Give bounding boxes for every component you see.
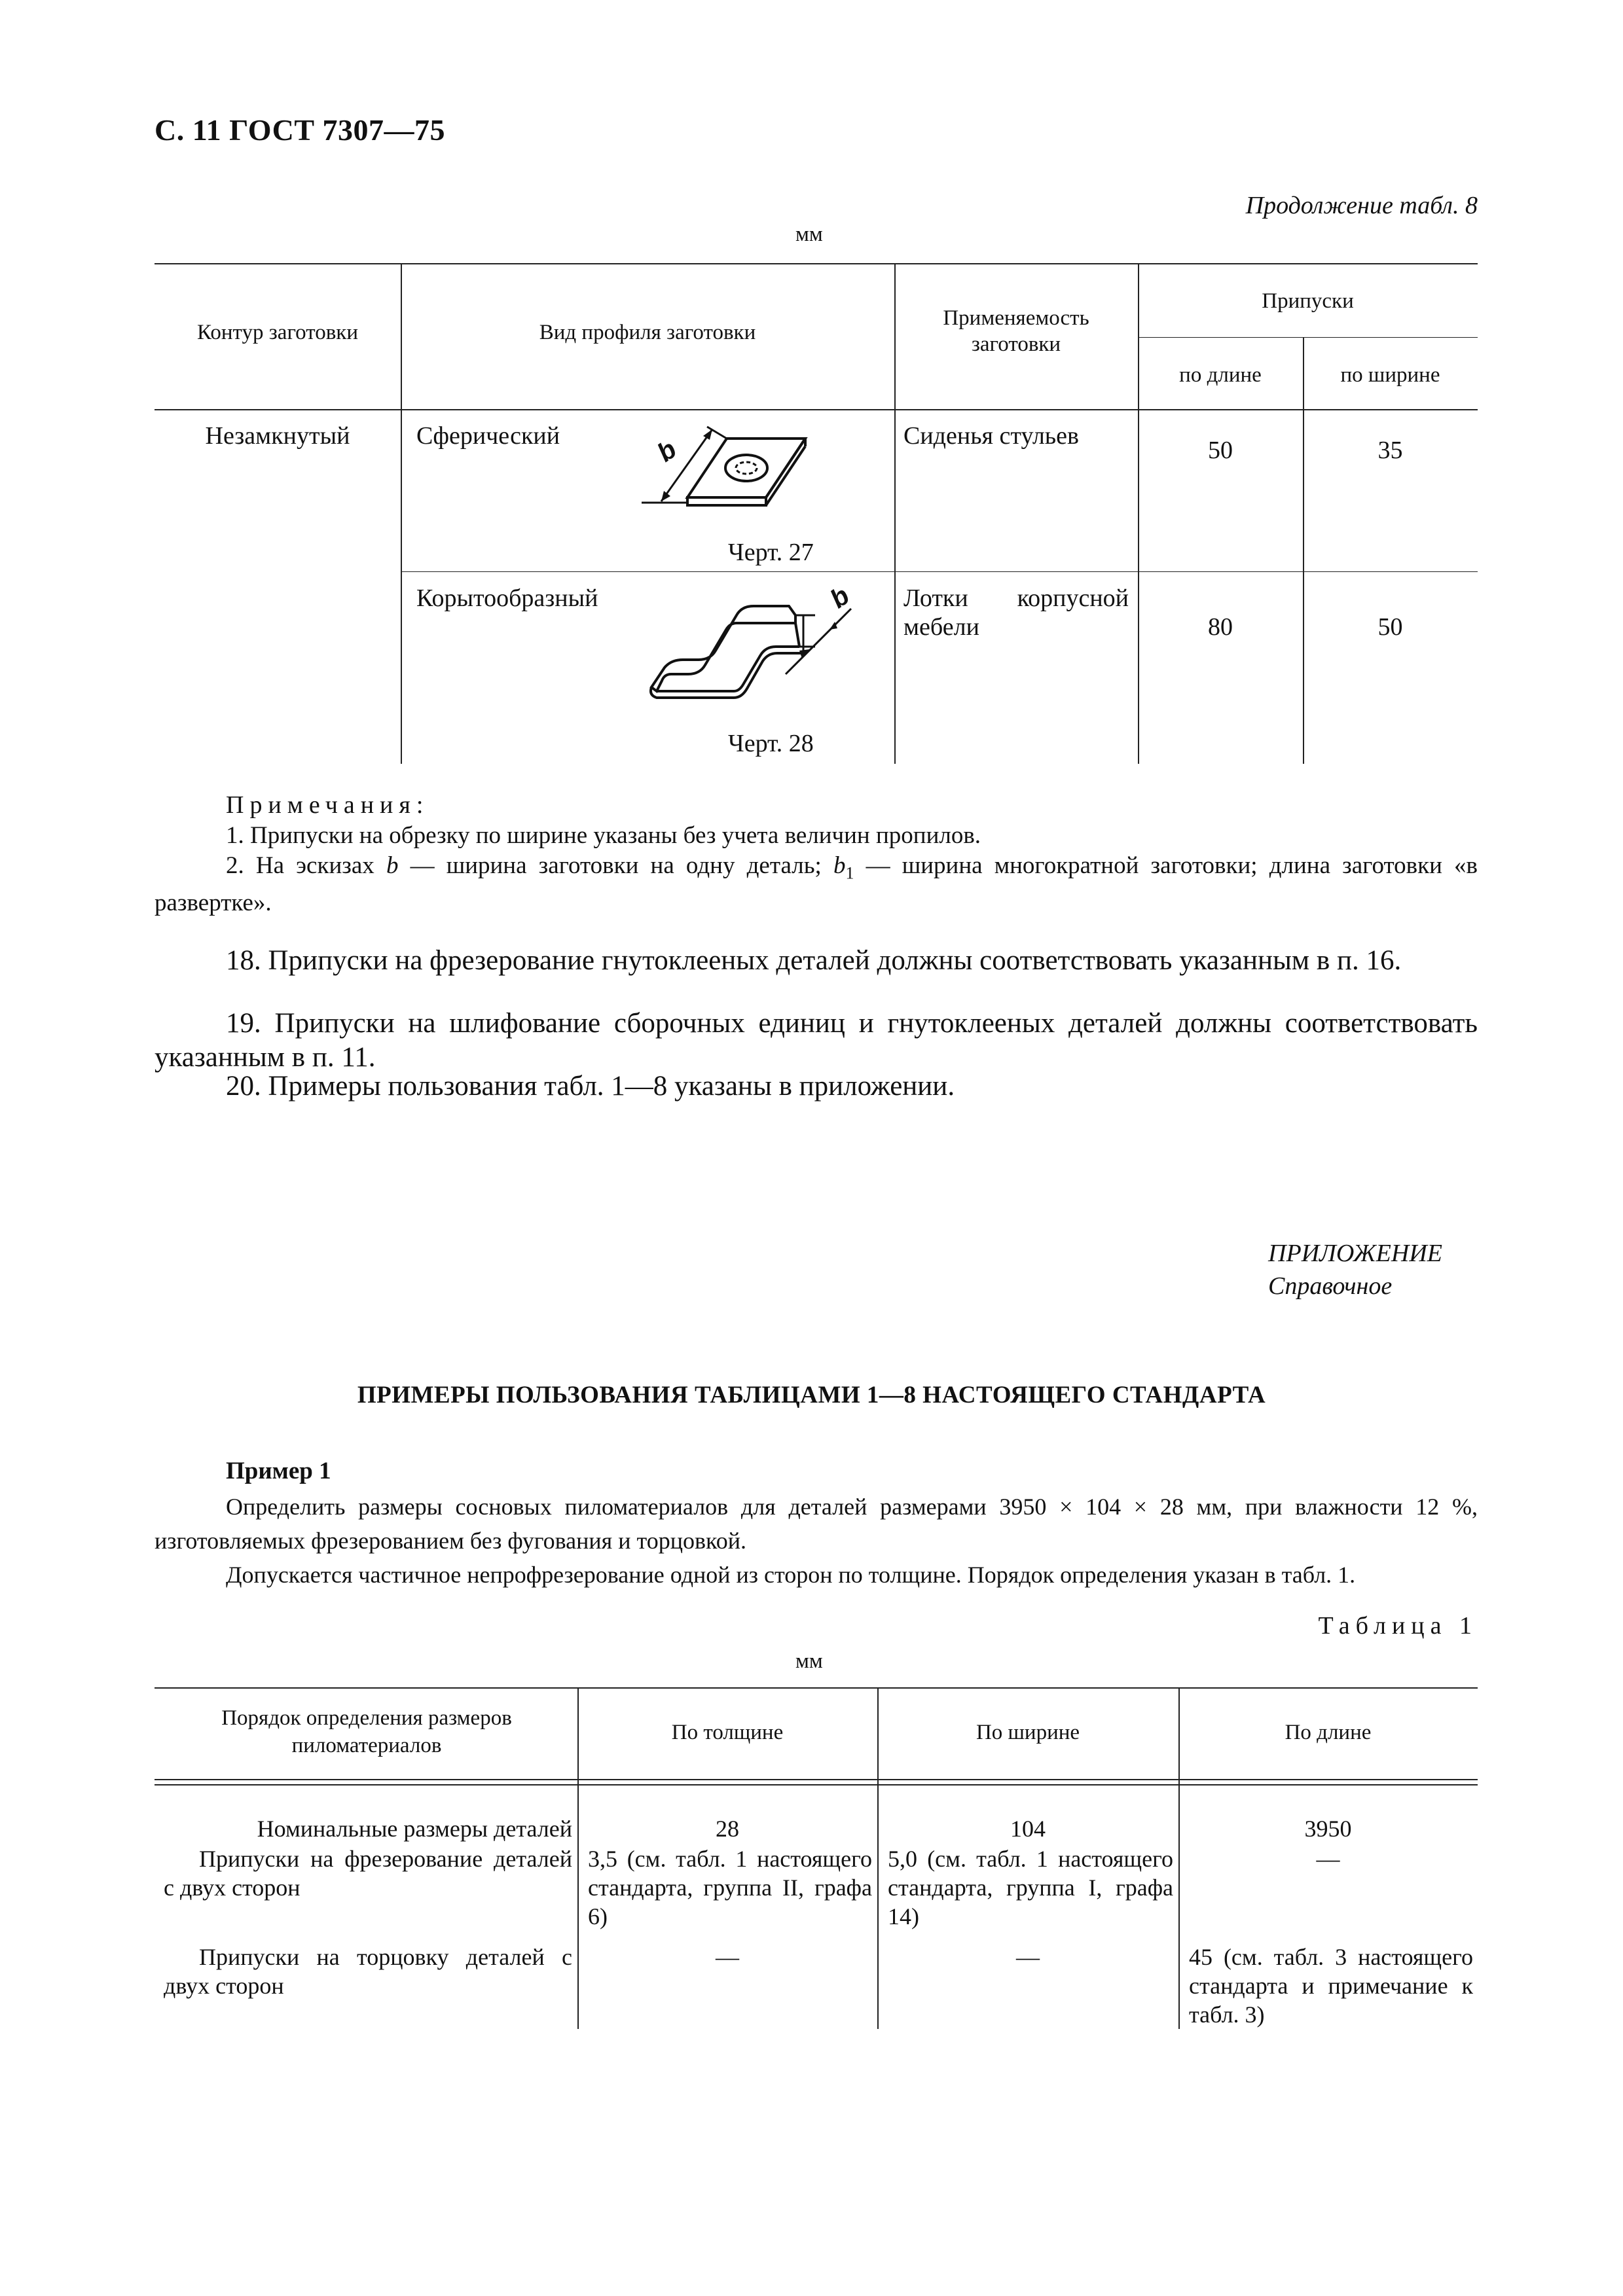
unit-label: мм bbox=[795, 223, 823, 246]
length-value: 3950 bbox=[1304, 1816, 1352, 1842]
trough-blank-drawing bbox=[638, 583, 874, 713]
unit-label: мм bbox=[795, 1649, 823, 1673]
example-text: Определить размеры сосновых пиломатериалов для деталей размерами 3950 × 104 × 28 мм, при влажности 12 %, изготовляемых фрезерованием без фугования и торцовкой. bbox=[155, 1494, 1478, 1554]
profile-name: Сферический bbox=[416, 422, 560, 450]
example-text: Допускается частичное непрофрезерование одной из сторон по толщине. Порядок определения указан в табл. 1. bbox=[226, 1562, 1356, 1588]
appendix-type: Справочное bbox=[1268, 1272, 1393, 1300]
spherical-blank-drawing bbox=[629, 419, 825, 524]
applicability-value-line1: Лотки корпусной bbox=[903, 584, 1129, 612]
header-width: По ширине bbox=[976, 1721, 1080, 1744]
width-value: 5,0 (см. табл. 1 настоящего стандарта, группа I, графа 14) bbox=[888, 1846, 1173, 1929]
thickness-value: — bbox=[716, 1944, 739, 1970]
table-top-rule bbox=[155, 263, 1478, 264]
header-contour: Контур заготовки bbox=[197, 321, 358, 344]
col-divider bbox=[1138, 263, 1139, 764]
paragraph-18: 18. Припуски на фрезерование гнутоклееных деталей должны соответствовать указанным в п. 16. bbox=[226, 945, 1402, 976]
width-allowance: 35 bbox=[1377, 437, 1403, 464]
applicability-value-line2: мебели bbox=[903, 613, 979, 641]
row-label: Припуски на фрезерование деталей с двух сторон bbox=[164, 1846, 572, 1901]
note-item: 1. Припуски на обрезку по ширине указаны без учета величин пропилов. bbox=[226, 822, 981, 849]
thickness-value: 3,5 (см. табл. 1 настоящего стандарта, группа II, графа 6) bbox=[588, 1846, 872, 1929]
header-bottom-rule bbox=[155, 1779, 1478, 1780]
example-title: Пример 1 bbox=[226, 1458, 331, 1484]
profile-name: Корытообразный bbox=[416, 584, 598, 612]
header-length: По длине bbox=[1285, 1721, 1372, 1744]
appendix-title: ПРИМЕРЫ ПОЛЬЗОВАНИЯ ТАБЛИЦАМИ 1—8 НАСТОЯЩЕГО СТАНДАРТА bbox=[357, 1382, 1266, 1408]
row-divider bbox=[401, 571, 1478, 572]
table-1-label: Таблица 1 bbox=[1318, 1612, 1478, 1640]
appendix-label-block bbox=[1268, 1237, 1442, 1302]
width-value: 104 bbox=[1010, 1816, 1046, 1842]
length-value: 45 (см. табл. 3 настоящего стандарта и примечание к табл. 3) bbox=[1189, 1944, 1473, 2028]
header-allowances: Припуски bbox=[1262, 289, 1354, 313]
table-top-rule bbox=[155, 1687, 1478, 1689]
figure-caption: Черт. 28 bbox=[728, 730, 814, 757]
note-item: 2. На эскизах b — ширина заготовки на одну деталь; $b_1$ — ширина многократной заготовки; длина заготовки «в развертке». bbox=[155, 852, 1478, 917]
allowances-subheader-rule bbox=[1138, 337, 1478, 338]
table-continuation-label: Продолжение табл. 8 bbox=[1245, 192, 1478, 219]
width-value: — bbox=[1016, 1944, 1040, 1970]
col-divider bbox=[1303, 337, 1304, 764]
paragraph-19: 19. Припуски на шлифование сборочных единиц и гнутоклееных деталей должны соответствовать указанным в п. 11. bbox=[155, 1008, 1478, 1073]
page-header: С. 11 ГОСТ 7307—75 bbox=[155, 113, 446, 147]
figure-caption: Черт. 27 bbox=[728, 539, 814, 566]
header-by-length: по длине bbox=[1179, 363, 1262, 387]
applicability-value: Сиденья стульев bbox=[903, 422, 1079, 450]
header-applicability: Применяемость заготовки bbox=[943, 306, 1089, 356]
length-allowance: 80 bbox=[1208, 613, 1233, 641]
row-label: Номинальные размеры деталей bbox=[257, 1816, 572, 1842]
length-value: — bbox=[1316, 1846, 1340, 1872]
header-bottom-rule bbox=[155, 409, 1478, 410]
header-thickness: По толщине bbox=[671, 1721, 784, 1744]
dimension-b-label: b bbox=[825, 581, 855, 615]
contour-value: Незамкнутый bbox=[205, 422, 350, 450]
header-profile: Вид профиля заготовки bbox=[539, 321, 756, 344]
length-allowance: 50 bbox=[1208, 437, 1233, 464]
paragraph-20: 20. Примеры пользования табл. 1—8 указаны в приложении. bbox=[226, 1071, 955, 1102]
dimension-b-label: b bbox=[652, 435, 682, 468]
col-divider bbox=[894, 263, 896, 764]
notes-title: Примечания: bbox=[226, 791, 429, 819]
thickness-value: 28 bbox=[716, 1816, 739, 1842]
header-order: Порядок определения размеров пиломатериалов bbox=[221, 1706, 512, 1757]
row-label: Припуски на торцовку деталей с двух сторон bbox=[164, 1944, 572, 1999]
appendix-label: ПРИЛОЖЕНИЕ bbox=[1268, 1240, 1442, 1267]
header-by-width: по ширине bbox=[1340, 363, 1440, 387]
header-bottom-rule bbox=[155, 1784, 1478, 1785]
width-allowance: 50 bbox=[1377, 613, 1403, 641]
